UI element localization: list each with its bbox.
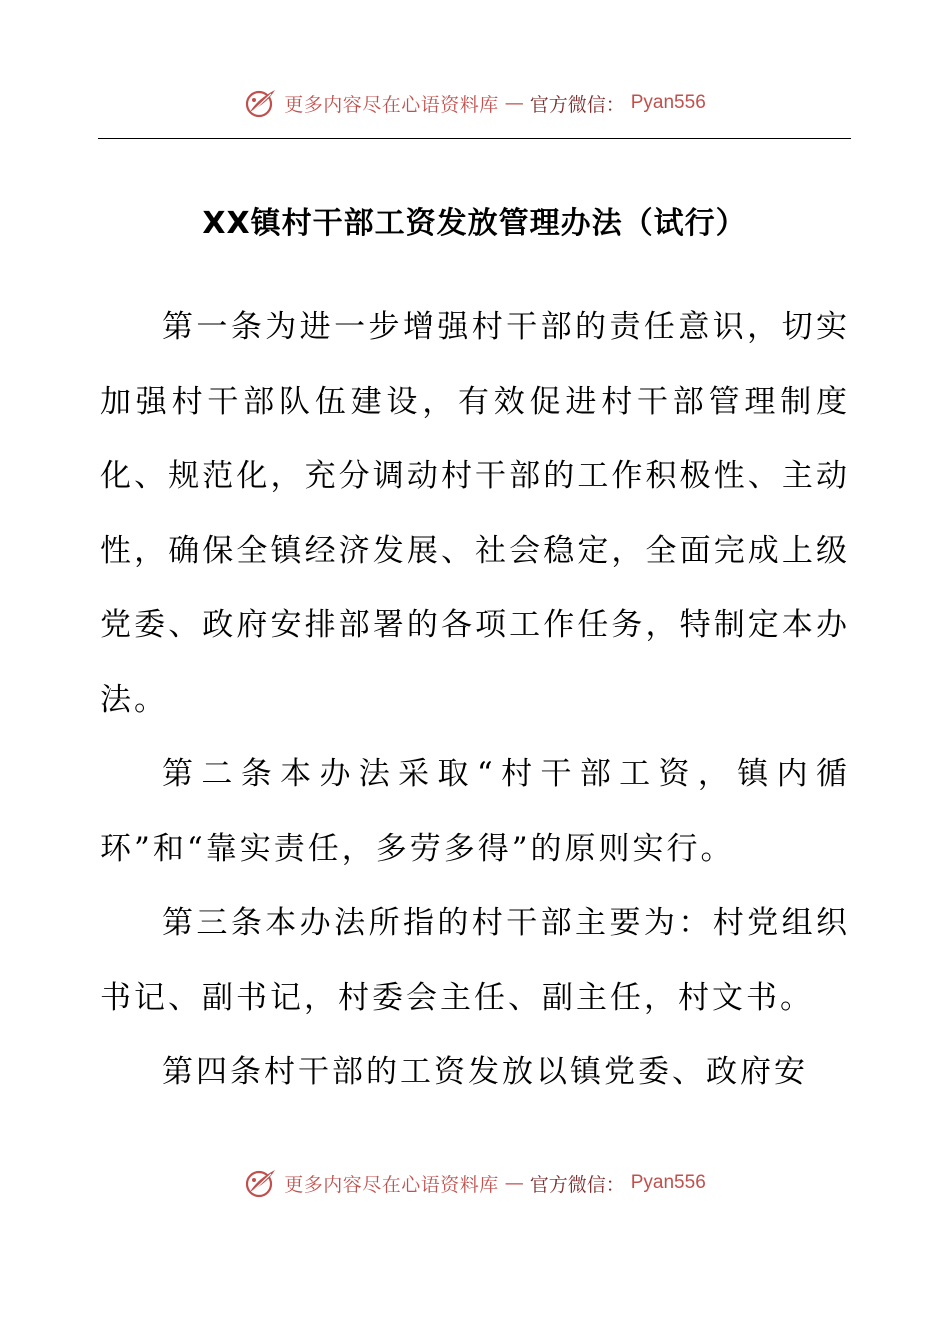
header-watermark <box>0 86 950 120</box>
watermark-dash: — <box>504 92 524 114</box>
watermark-dash: — <box>504 1172 524 1194</box>
document-title: XX镇村干部工资发放管理办法（试行） <box>202 206 747 241</box>
paragraph-article-3: 第三条本办法所指的村干部主要为：村党组织书记、副书记，村委会主任、副主任，村文书。 <box>100 905 850 1016</box>
paragraph-article-2: 第二条本办法采取“村干部工资，镇内循环”和“靠实责任，多劳多得”的原则实行。 <box>100 756 850 867</box>
watermark-official-label: 官方微信： <box>529 93 625 116</box>
paragraph-article-4: 第四条村干部的工资发放以镇党委、政府安 <box>162 1054 808 1090</box>
watermark-wechat-id: Pyan556 <box>630 1172 706 1193</box>
paragraph-article-1: 第一条为进一步增强村干部的责任意识，切实加强村干部队伍建设，有效促进村干部管理制度化、规范化，充分调动村干部的工作积极性、主动性，确保全镇经济发展、社会稳定，全面完成上级党委、政府安排部署的各项工作任务，特制定本办法。 <box>100 309 850 718</box>
quill-pen-logo-icon <box>244 86 278 120</box>
document-body <box>100 290 850 1110</box>
watermark-wechat-id: Pyan556 <box>630 92 706 113</box>
quill-pen-logo-icon <box>244 1166 278 1200</box>
header-divider <box>98 138 851 139</box>
watermark-official-label: 官方微信： <box>529 1173 625 1196</box>
watermark-text: 更多内容尽在心语资料库 <box>284 93 499 116</box>
watermark-text: 更多内容尽在心语资料库 <box>284 1173 499 1196</box>
footer-watermark <box>0 1166 950 1200</box>
